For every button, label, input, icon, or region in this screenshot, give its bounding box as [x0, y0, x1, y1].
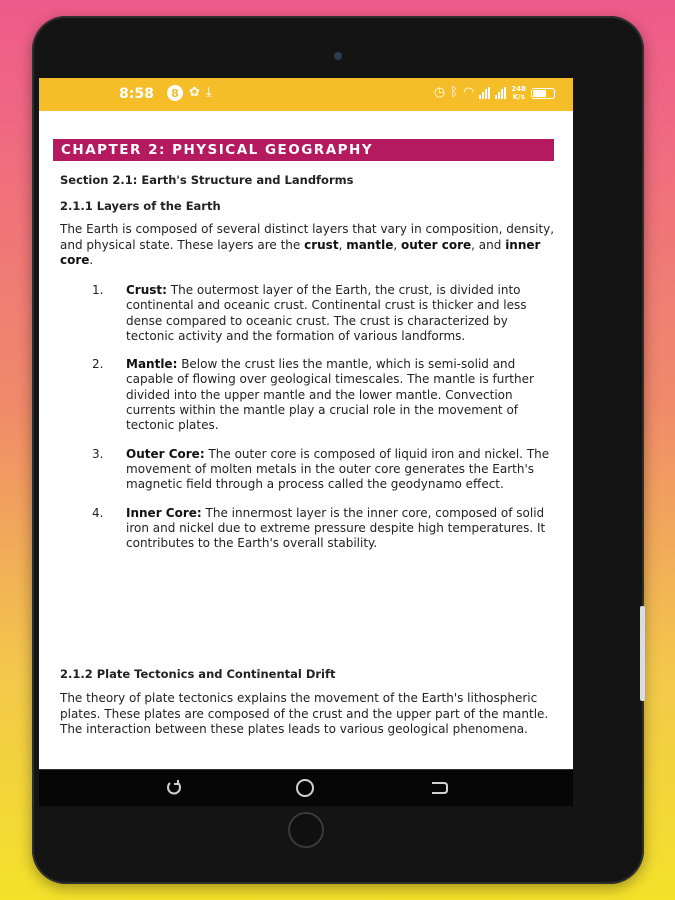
term-mantle: mantle — [346, 237, 394, 252]
list-term: Inner Core: — [126, 505, 202, 520]
list-item — [60, 447, 556, 493]
network-speed — [511, 85, 526, 101]
term-outer-core: outer core — [400, 237, 472, 252]
list-number: 4. — [92, 505, 104, 520]
notification-badge-icon: 8 — [167, 85, 183, 101]
section-title: Section 2.1: Earth's Structure and Landforms — [60, 173, 354, 187]
network-speed-value: 248 — [511, 85, 526, 93]
list-term: Outer Core: — [126, 446, 205, 461]
download-icon: ⤓ — [205, 85, 212, 100]
list-text: The outermost layer of the Earth, the crust, is divided into continental and oceanic crust. Continental crust is thicker and less dense compared to oceanic crust. The crust is characterized by tectonic activity and the formation of various landforms. — [126, 283, 527, 343]
separator: , — [338, 237, 347, 252]
term-inner-core: inner core — [60, 237, 541, 267]
list-number: 2. — [92, 357, 104, 372]
status-bar — [39, 78, 573, 111]
recents-icon[interactable] — [428, 778, 450, 798]
list-text: Below the crust lies the mantle, which is semi-solid and capable of flowing over geological timescales. The mantle is further divided into the upper mantle and the lower mantle. Convection currents within the mantle play a crucial role in the movement of tectonic plates. — [126, 357, 534, 433]
status-right-icons — [434, 85, 555, 101]
tablet-screen — [39, 78, 573, 805]
navigation-bar — [39, 769, 573, 806]
battery-icon — [531, 88, 555, 99]
list-item — [60, 357, 556, 433]
tectonics-paragraph: The theory of plate tectonics explains the movement of the Earth's lithospheric plates. These plates are composed of the crust and the upper part of the mantle. The interaction between these plates leads to various geological phenomena. — [60, 691, 549, 736]
list-number: 1. — [92, 283, 104, 297]
subsection-title: 2.1.1 Layers of the Earth — [60, 199, 221, 213]
separator: , — [393, 237, 401, 252]
list-item — [60, 283, 556, 344]
layers-list — [60, 283, 556, 551]
list-term: Mantle: — [126, 357, 178, 372]
home-icon[interactable] — [296, 779, 314, 797]
home-hardware-button[interactable] — [288, 812, 324, 848]
side-button — [640, 606, 645, 701]
chapter-title: CHAPTER 2: PHYSICAL GEOGRAPHY — [53, 139, 554, 161]
signal-icon — [495, 87, 506, 99]
term-crust: crust — [304, 237, 339, 252]
list-term: Crust: — [126, 283, 167, 297]
network-speed-unit: K/s — [512, 93, 525, 101]
wifi-icon: ◠ — [463, 85, 475, 100]
front-camera-icon — [334, 52, 342, 60]
alarm-icon: ◷ — [433, 85, 446, 100]
intro-paragraph — [60, 222, 556, 269]
list-text: The innermost layer is the inner core, composed of solid iron and nickel due to extreme pressure despite high temperatures. It contributes to the Earth's overall stability. — [126, 505, 546, 551]
separator: , and — [471, 237, 506, 252]
separator: . — [89, 253, 94, 267]
list-number: 3. — [92, 446, 104, 461]
back-icon[interactable] — [164, 778, 184, 798]
bluetooth-icon: ᛒ — [450, 85, 459, 100]
app-icon: ✿ — [189, 85, 200, 100]
status-left-icons — [167, 85, 212, 101]
subsection-title: 2.1.2 Plate Tectonics and Continental Drift — [60, 667, 336, 681]
status-time: 8:58 — [119, 86, 154, 102]
signal-icon — [479, 87, 490, 99]
list-item — [60, 506, 556, 552]
intro-text: The Earth is composed of several distinct layers that vary in composition, density, and physical state. These layers are the — [60, 222, 555, 252]
list-text: The outer core is composed of liquid iron and nickel. The movement of molten metals in the outer core generates the Earth's magnetic field through a process called the geodynamo effect. — [126, 446, 550, 492]
